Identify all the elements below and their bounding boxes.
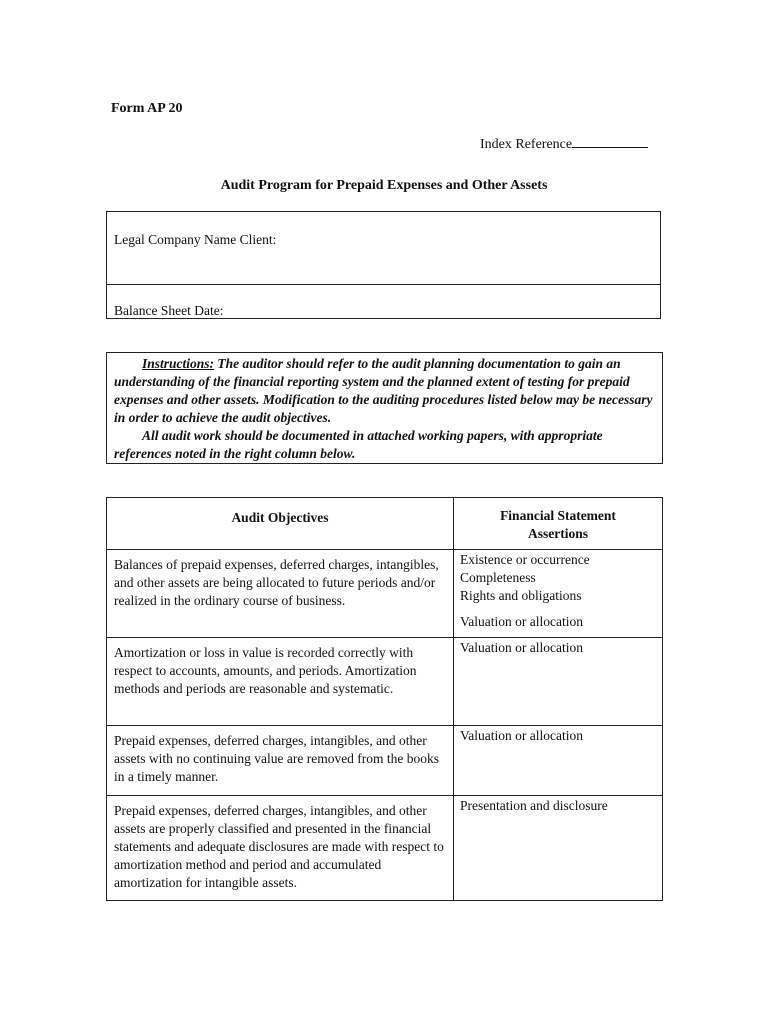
company-name-row[interactable] [107,212,660,285]
assertions-cell [454,726,663,796]
assertion-item: Valuation or allocation [460,728,583,743]
table-row [107,638,663,726]
assertions-cell [454,550,663,638]
table-row [107,726,663,796]
form-id: Form AP 20 [111,101,183,116]
assertion-item: Valuation or allocation [460,614,583,629]
instructions-text-1: The auditor should refer to the audit planning documentation to gain an understanding of the financial reporting system and the planned extent of testing for prepaid expenses and other assets. Modification to the auditing procedures listed below may be necessary in order to achieve the audit objectives. [114,356,653,425]
client-info-box [106,211,661,319]
balance-sheet-date-label: Balance Sheet Date: [114,303,224,318]
instructions-heading: Instructions: [142,356,215,371]
objective-cell: Balances of prepaid expenses, deferred charges, intangibles, and other assets are being allocated to future periods and/or realized in the ordinary course of business. [107,550,454,638]
audit-objectives-table [106,497,663,901]
assertions-cell [454,796,663,901]
assertion-item: Valuation or allocation [460,640,583,655]
objective-cell: Prepaid expenses, deferred charges, intangibles, and other assets are properly classified and presented in the financial statements and adequate disclosures are made with respect to amortization method and period and accumulated amortization for intangible assets. [107,796,454,901]
objective-cell: Prepaid expenses, deferred charges, intangibles, and other assets with no continuing value are removed from the books in a timely manner. [107,726,454,796]
index-reference [480,134,648,153]
objective-cell: Amortization or loss in value is recorded correctly with respect to accounts, amounts, and periods. Amortization methods and periods are reasonable and systematic. [107,638,454,726]
index-reference-label: Index Reference [480,137,573,152]
header-audit-objectives: Audit Objectives [107,498,454,550]
assertion-item: Completeness [460,570,536,585]
assertion-item: Presentation and disclosure [460,798,608,813]
document-title: Audit Program for Prepaid Expenses and Other Assets [220,178,548,193]
table-header-row [107,498,663,550]
table-row [107,550,663,638]
header-assertions: Financial Statement Assertions [454,498,663,550]
instructions-text-2: All audit work should be documented in attached working papers, with appropriate references noted in the right column below. [114,428,603,461]
instructions-paragraph [114,355,655,427]
table-row [107,796,663,901]
assertions-cell [454,638,663,726]
instructions-box [106,352,663,464]
assertion-item: Rights and obligations [460,588,582,603]
index-reference-blank[interactable] [572,134,648,148]
company-name-label: Legal Company Name Client: [114,232,277,247]
assertion-item: Existence or occurrence [460,552,590,567]
